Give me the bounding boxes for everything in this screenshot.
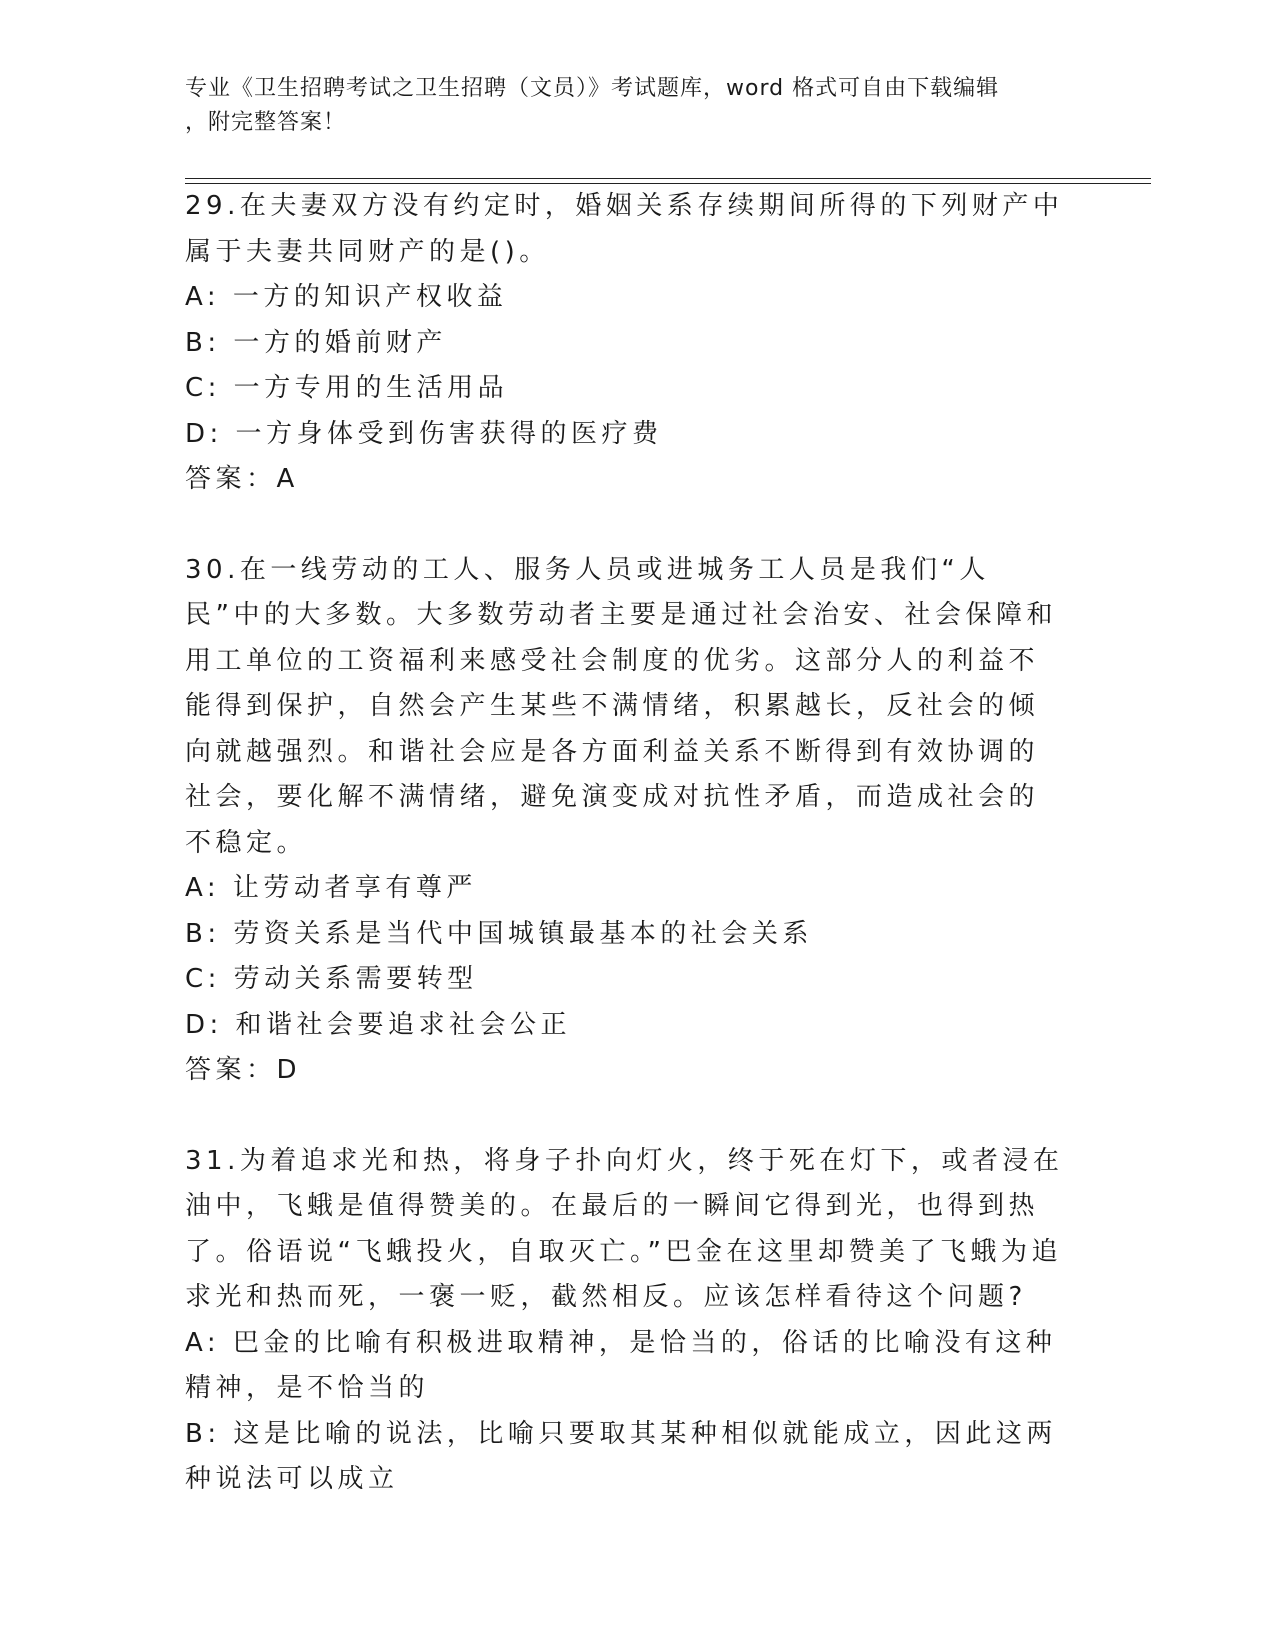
page-header: 专业《卫生招聘考试之卫生招聘（文员）》考试题库，word 格式可自由下载编辑 ，附完整答案！ [185,76,1000,135]
question-list [185,184,1065,1548]
option-a: A: 一方的知识产权收益 [185,282,508,312]
option-b: B: 这是比喻的说法，比喻只要取其某种相似就能成立，因此这两种说法可以成立 [185,1418,1057,1494]
option-b: B: 一方的婚前财产 [185,327,447,358]
question-stem: 29.在夫妻双方没有约定时，婚姻关系存续期间所得的下列财产中属于夫妻共同财产的是()。 [185,191,1064,267]
option-d: D: 一方身体受到伤害获得的医疗费 [185,418,663,449]
option-b: B: 劳资关系是当代中国城镇最基本的社会关系 [185,918,813,949]
question-30 [185,548,1065,1094]
question-31 [185,1139,1065,1503]
option-d: D: 和谐社会要追求社会公正 [185,1009,572,1040]
option-c: C: 劳动关系需要转型 [185,964,478,994]
answer-label: 答案：A [185,464,299,494]
question-stem: 30.在一线劳动的工人、服务人员或进城务工人员是我们“人民”中的大多数。大多数劳动者主要是通过社会治安、社会保障和用工单位的工资福利来感受社会制度的优劣。这部分人的利益不能得到保护，自然会产生某些不满情绪，积累越长，反社会的倾向就越强烈。和谐社会应是各方面利益关系不断得到有效协调的社会，要化解不满情绪，避免演变成对抗性矛盾，而造成社会的不稳定。 [185,554,1057,858]
answer-label: 答案：D [185,1055,302,1085]
question-29 [185,184,1065,503]
option-c: C: 一方专用的生活用品 [185,373,509,403]
option-a: A: 巴金的比喻有积极进取精神，是恰当的，俗话的比喻没有这种精神，是不恰当的 [185,1327,1057,1403]
question-stem: 31.为着追求光和热，将身子扑向灯火，终于死在灯下，或者浸在油中，飞蛾是值得赞美的。在最后的一瞬间它得到光，也得到热了。俗语说“飞蛾投火，自取灭亡。”巴金在这里却赞美了飞蛾为追求光和热而死，一褒一贬，截然相反。应该怎样看待这个问题? [185,1145,1064,1312]
option-a: A: 让劳动者享有尊严 [185,873,477,903]
header-rule-top [185,178,1151,179]
